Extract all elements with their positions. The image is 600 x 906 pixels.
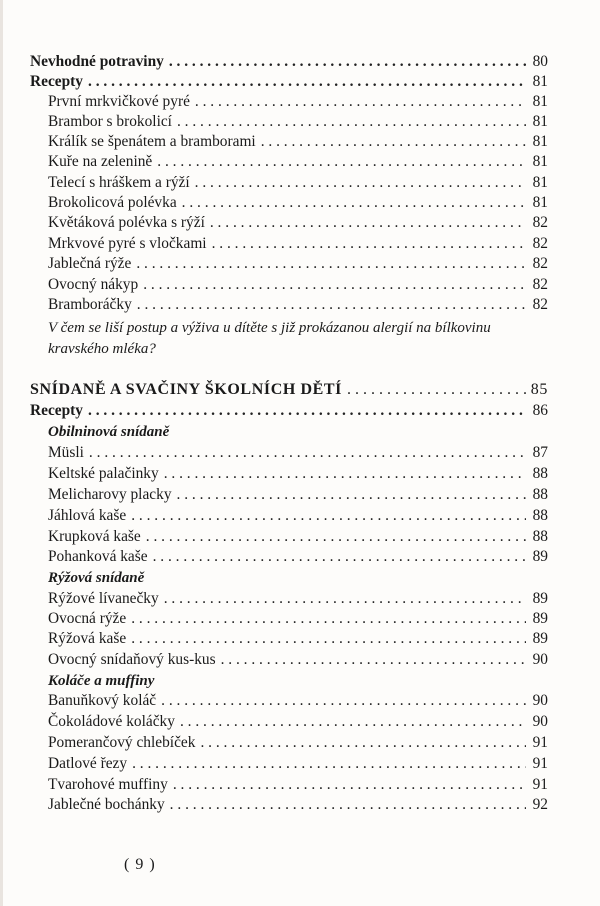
toc-entry[interactable]: [48, 526, 548, 548]
toc-entry-page: 82: [532, 214, 548, 231]
toc-entry[interactable]: [48, 131, 548, 153]
toc-entry-page: 89: [532, 548, 548, 565]
toc-entry-page: 90: [532, 651, 548, 668]
dot-leader: [143, 274, 526, 296]
toc-entry-label: Rýžová kaše: [48, 630, 127, 647]
dot-leader: [164, 588, 526, 610]
toc-entry-label: Králík se špenátem a bramborami: [48, 133, 256, 150]
toc-entry-label: Melicharovy placky: [48, 486, 172, 503]
toc-entry[interactable]: [48, 442, 548, 464]
dot-leader: [89, 442, 526, 464]
toc-entry[interactable]: [48, 732, 548, 754]
toc-entry[interactable]: [30, 51, 548, 73]
toc-entry[interactable]: [48, 111, 548, 133]
dot-leader: [221, 649, 526, 671]
toc-entry-page: 88: [532, 528, 548, 545]
toc-note[interactable]: [48, 318, 548, 360]
toc-entry-label: Jablečné bochánky: [48, 796, 165, 813]
toc-entry-label: Bramboráčky: [48, 296, 132, 313]
toc-entry[interactable]: [48, 274, 548, 296]
toc-entry-label: Ovocný nákyp: [48, 276, 139, 293]
toc-entry-page: 81: [532, 133, 548, 150]
toc-entry[interactable]: [30, 400, 548, 422]
toc-entry[interactable]: [48, 172, 548, 194]
toc-entry-page: 91: [532, 755, 548, 772]
toc-entry[interactable]: [48, 546, 548, 568]
dot-leader: [153, 546, 526, 568]
toc-note-line: kravského mléka?: [48, 341, 156, 357]
dot-leader: [173, 774, 526, 796]
toc-entry-label: První mrkvičkové pyré: [48, 93, 190, 110]
dot-leader: [137, 294, 526, 316]
toc-entry-label: Jáhlová kaše: [48, 507, 127, 524]
toc-section-title: Rýžová snídaně: [48, 570, 145, 586]
toc-entry-label: Brambor s brokolicí: [48, 113, 172, 130]
dot-leader: [210, 212, 526, 234]
dot-leader: [212, 233, 526, 255]
toc-entry[interactable]: [48, 628, 548, 650]
toc-entry[interactable]: [48, 774, 548, 796]
toc-entry-page: 89: [532, 610, 548, 627]
toc-entry-page: 91: [532, 734, 548, 751]
dot-leader: [161, 690, 526, 712]
dot-leader: [131, 505, 526, 527]
toc-entry-label: Kuře na zelenině: [48, 153, 153, 170]
toc-note-line: V čem se liší postup a výživa u dítěte s již prokázanou alergií na bílkovinu: [48, 320, 491, 336]
dot-leader: [347, 379, 526, 401]
toc-entry[interactable]: [48, 505, 548, 527]
toc-entry-page: 82: [532, 235, 548, 252]
toc-entry[interactable]: [48, 463, 548, 485]
toc-entry[interactable]: [48, 212, 548, 234]
dot-leader: [131, 628, 526, 650]
dot-leader: [136, 253, 526, 275]
dot-leader: [177, 111, 526, 133]
toc-entry-label: Krupková kaše: [48, 528, 141, 545]
toc-entry-page: 88: [532, 486, 548, 503]
toc-entry-label: Květáková polévka s rýží: [48, 214, 205, 231]
toc-entry-label: Rýžové lívanečky: [48, 590, 159, 607]
dot-leader: [170, 794, 526, 816]
toc-section-title: Obilninová snídaně: [48, 424, 170, 440]
toc-entry-label: Recepty: [30, 73, 83, 90]
toc-entry-label: Datlové řezy: [48, 755, 128, 772]
dot-leader: [200, 732, 526, 754]
toc-entry[interactable]: [48, 253, 548, 275]
toc-entry[interactable]: [48, 588, 548, 610]
dot-leader: [169, 51, 526, 73]
dot-leader: [157, 151, 526, 173]
toc-entry[interactable]: [48, 649, 548, 671]
toc-entry[interactable]: [48, 484, 548, 506]
dot-leader: [88, 400, 526, 422]
toc-entry-page: 88: [532, 507, 548, 524]
dot-leader: [131, 608, 526, 630]
toc-entry[interactable]: [48, 711, 548, 733]
toc-entry-page: 81: [532, 153, 548, 170]
page-number: ( 9 ): [124, 856, 156, 873]
toc-entry-page: 90: [532, 692, 548, 709]
toc-entry[interactable]: [48, 294, 548, 316]
toc-entry-label: Nevhodné potraviny: [30, 53, 164, 70]
toc-entry[interactable]: [30, 71, 548, 93]
toc-entry[interactable]: [48, 233, 548, 255]
toc-entry-page: 91: [532, 776, 548, 793]
page-edge: [0, 0, 3, 906]
toc-entry-page: 92: [532, 796, 548, 813]
toc-entry-page: 87: [532, 444, 548, 461]
toc-entry-page: 82: [532, 255, 548, 272]
dot-leader: [177, 484, 526, 506]
toc-entry-page: 81: [532, 73, 548, 90]
toc-entry-page: 90: [532, 713, 548, 730]
toc-entry-page: 86: [532, 402, 548, 419]
toc-entry-label: Jablečná rýže: [48, 255, 132, 272]
toc-entry-label: Čokoládové koláčky: [48, 713, 175, 730]
toc-entry-page: 85: [530, 381, 548, 398]
toc-entry-label: Tvarohové muffiny: [48, 776, 168, 793]
toc-entry-page: 81: [532, 194, 548, 211]
toc-entry-page: 82: [532, 276, 548, 293]
toc-entry-page: 88: [532, 465, 548, 482]
toc-entry[interactable]: [48, 608, 548, 630]
toc-entry-page: 81: [532, 174, 548, 191]
toc-section-title: Koláče a muffiny: [48, 673, 155, 689]
toc-entry-label: Mrkvové pyré s vločkami: [48, 235, 207, 252]
toc-chapter-label: SNÍDANĚ A SVAČINY ŠKOLNÍCH DĚTÍ: [30, 381, 343, 398]
toc-entry[interactable]: [48, 794, 548, 816]
toc-entry-label: Müsli: [48, 444, 84, 461]
toc-entry[interactable]: [48, 151, 548, 173]
toc-entry-label: Telecí s hráškem a rýží: [48, 174, 190, 191]
toc-entry-page: 81: [532, 113, 548, 130]
toc-entry-page: 80: [532, 53, 548, 70]
toc-entry-page: 89: [532, 630, 548, 647]
toc-entry-page: 81: [532, 93, 548, 110]
toc-entry-label: Pomerančový chlebíček: [48, 734, 196, 751]
toc-entry-label: Recepty: [30, 402, 83, 419]
toc-entry-label: Ovocná rýže: [48, 610, 127, 627]
toc-entry-label: Pohanková kaše: [48, 548, 148, 565]
toc-entry[interactable]: [48, 91, 548, 113]
dot-leader: [195, 91, 526, 113]
toc-entry[interactable]: [48, 690, 548, 712]
toc-entry-label: Banuňkový koláč: [48, 692, 157, 709]
dot-leader: [146, 526, 526, 548]
toc-entry-page: 82: [532, 296, 548, 313]
dot-leader: [164, 463, 526, 485]
toc-entry[interactable]: [48, 753, 548, 775]
dot-leader: [180, 711, 526, 733]
toc-entry-label: Ovocný snídaňový kus-kus: [48, 651, 216, 668]
toc-entry-page: 89: [532, 590, 548, 607]
toc-entry-label: Brokolicová polévka: [48, 194, 177, 211]
toc-chapter-entry[interactable]: [30, 379, 548, 401]
toc-entry[interactable]: [48, 192, 548, 214]
dot-leader: [88, 71, 526, 93]
toc-entry-label: Keltské palačinky: [48, 465, 159, 482]
dot-leader: [195, 172, 526, 194]
dot-leader: [132, 753, 526, 775]
dot-leader: [261, 131, 526, 153]
dot-leader: [182, 192, 526, 214]
